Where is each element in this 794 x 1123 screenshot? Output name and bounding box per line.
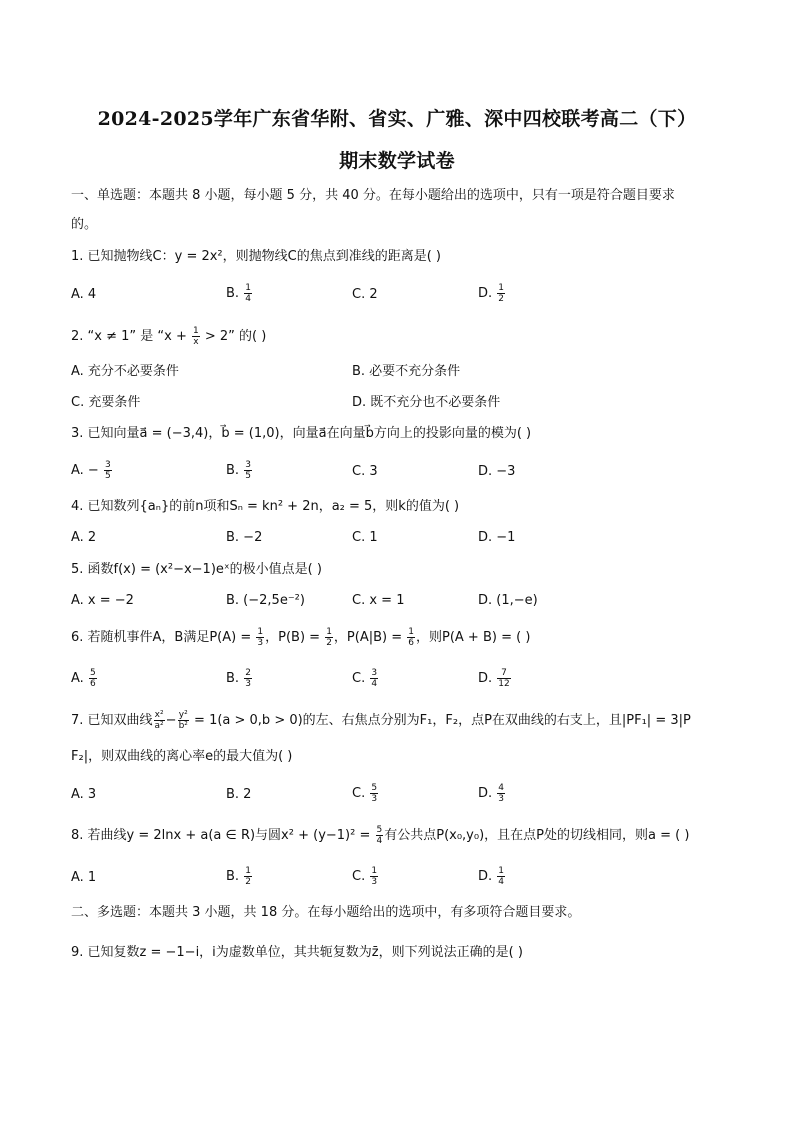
frac-num: 1 — [245, 866, 251, 876]
frac-num: 5 — [371, 783, 378, 793]
q6-stem-mid2: ，P(A|B) = — [333, 630, 407, 645]
q2-stem — [71, 326, 266, 347]
q6-stem-post: ，则P(A + B) = ( ) — [416, 630, 531, 645]
q6-stem-mid1: ，P(B) = — [265, 630, 325, 645]
q7-stem-pre: 7. 已知双曲线 — [71, 713, 153, 728]
q7-stem-cont: F₂|，则双曲线的离心率e的最大值为( ) — [71, 749, 293, 764]
q2-option-d: D. 既不充分也不必要条件 — [352, 395, 501, 410]
q1-option-b-frac — [244, 283, 252, 304]
q6-option-b-label: B. — [226, 671, 240, 686]
frac-den: 4 — [245, 294, 251, 304]
q6-option-a — [71, 668, 98, 689]
q2-stem-post: > 2” 的( ) — [200, 329, 267, 344]
frac-den: 6 — [408, 638, 414, 648]
q8-option-b-label: B. — [226, 869, 240, 884]
q9-stem: 9. 已知复数z = −1−i，i为虚数单位，其共轭复数为z̄，则下列说法正确的是( ) — [71, 945, 523, 960]
frac-num: 4 — [498, 783, 505, 793]
q7-option-c — [352, 783, 379, 804]
q1-option-d — [478, 283, 506, 304]
q7-stem — [71, 710, 691, 731]
frac-num: 1 — [245, 283, 251, 293]
q8-option-d-label: D. — [478, 869, 493, 884]
q5-option-b: B. (−2,5e⁻²) — [226, 593, 305, 608]
frac-num: 1 — [371, 866, 378, 876]
q8-option-a: A. 1 — [71, 870, 97, 885]
q7-option-d-frac — [497, 783, 505, 804]
q6-option-a-label: A. — [71, 671, 84, 686]
q7-option-d — [478, 783, 506, 804]
frac-num: 3 — [245, 460, 251, 470]
frac-den: 2 — [498, 294, 505, 304]
frac-num: 3 — [104, 460, 111, 470]
q1-option-d-label: D. — [478, 286, 493, 301]
q3-option-a-label: A. − — [71, 463, 99, 478]
q6-option-c-label: C. — [352, 671, 366, 686]
q2-option-c: C. 充要条件 — [71, 395, 141, 410]
q5-stem: 5. 函数f(x) = (x²−x−1)eˣ的极小值点是( ) — [71, 562, 322, 577]
q3-option-b-label: B. — [226, 463, 240, 478]
q4-option-c: C. 1 — [352, 530, 378, 545]
q7-option-c-frac — [370, 783, 378, 804]
frac-num: 2 — [245, 668, 251, 678]
frac-den: 4 — [371, 679, 378, 689]
q1-option-c: C. 2 — [352, 287, 378, 302]
frac-den: a² — [154, 721, 164, 731]
q7-frac-y — [178, 710, 189, 731]
q6-frac-pb — [325, 627, 333, 648]
q7-option-d-label: D. — [478, 786, 493, 801]
q8-option-d — [478, 866, 506, 887]
q2-stem-pre: 2. “x ≠ 1” 是 “x + — [71, 329, 191, 344]
q3-stem: 3. 已知向量a⃗ = (−3,4)，b⃗ = (1,0)，向量a⃗在向量b⃗方向上的投影向量的模为( ) — [71, 426, 532, 441]
frac-num: 1 — [498, 866, 505, 876]
frac-den: 5 — [104, 471, 111, 481]
q8-frac-r2 — [376, 825, 384, 846]
q6-option-a-frac — [89, 668, 97, 689]
q6-option-c-frac — [370, 668, 378, 689]
q6-stem-pre: 6. 若随机事件A，B满足P(A) = — [71, 630, 256, 645]
frac-num: 1 — [257, 627, 264, 637]
frac-den: b² — [178, 721, 188, 731]
q4-option-a: A. 2 — [71, 530, 97, 545]
q6-option-d-frac — [497, 668, 510, 689]
frac-num: 5 — [376, 825, 383, 835]
frac-den: 3 — [498, 794, 505, 804]
q8-stem — [71, 825, 689, 846]
section2-heading: 二、多选题：本题共 3 小题，共 18 分。在每小题给出的选项中，有多项符合题目要求。 — [71, 905, 581, 920]
q7-stem-post: = 1(a > 0,b > 0)的左、右焦点分别为F₁，F₂，点P在双曲线的右支上，且|PF₁| = 3|P — [189, 713, 691, 728]
q6-option-b-frac — [244, 668, 252, 689]
frac-num: 1 — [498, 283, 505, 293]
q8-option-c — [352, 866, 379, 887]
q7-option-c-label: C. — [352, 786, 366, 801]
q2-option-b: B. 必要不充分条件 — [352, 364, 461, 379]
frac-num: 1 — [408, 627, 414, 637]
q4-option-d: D. −1 — [478, 530, 516, 545]
frac-num: y² — [178, 710, 188, 720]
q5-option-c: C. x = 1 — [352, 593, 405, 608]
q1-option-b — [226, 283, 253, 304]
frac-den: x — [193, 337, 199, 347]
frac-den: 3 — [371, 794, 378, 804]
q8-option-c-label: C. — [352, 869, 366, 884]
frac-den: 5 — [245, 471, 251, 481]
frac-den: 4 — [376, 836, 383, 846]
frac-num: 7 — [497, 668, 510, 679]
q4-stem: 4. 已知数列{aₙ}的前n项和Sₙ = kn² + 2n，a₂ = 5，则k的值为( ) — [71, 499, 460, 514]
q6-option-b — [226, 668, 253, 689]
q8-option-b — [226, 866, 253, 887]
q8-stem-pre: 8. 若曲线y = 2lnx + a(a ∈ R)与圆x² + (y−1)² = — [71, 828, 375, 843]
q3-option-b — [226, 460, 253, 481]
frac-den: 6 — [89, 679, 96, 689]
q7-frac-x — [154, 710, 165, 731]
section1-heading-cont: 的。 — [71, 217, 98, 232]
q2-option-a: A. 充分不必要条件 — [71, 364, 179, 379]
q2-frac — [192, 326, 200, 347]
q8-stem-post: 有公共点P(x₀,y₀)，且在点P处的切线相同，则a = ( ) — [384, 828, 690, 843]
frac-den: 3 — [257, 638, 264, 648]
frac-den: 3 — [371, 877, 378, 887]
q6-option-d — [478, 668, 512, 689]
frac-num: 1 — [192, 326, 199, 336]
exam-title-line1: 2024-2025学年广东省华附、省实、广雅、深中四校联考高二（下） — [97, 108, 697, 130]
q6-frac-pa — [256, 627, 264, 648]
frac-num: 5 — [89, 668, 96, 678]
frac-den: 3 — [245, 679, 251, 689]
q8-option-b-frac — [244, 866, 252, 887]
q3-option-a — [71, 460, 113, 481]
frac-num: 1 — [326, 627, 332, 637]
q1-option-b-label: B. — [226, 286, 240, 301]
frac-den: 4 — [498, 877, 505, 887]
exam-title-line2: 期末数学试卷 — [339, 150, 455, 172]
q3-option-b-frac — [244, 460, 252, 481]
frac-den: 2 — [326, 638, 332, 648]
q3-option-d: D. −3 — [478, 464, 516, 479]
q7-option-b: B. 2 — [226, 787, 252, 802]
frac-num: x² — [154, 710, 164, 720]
q5-option-d: D. (1,−e) — [478, 593, 538, 608]
q8-option-c-frac — [370, 866, 378, 887]
q6-option-c — [352, 668, 379, 689]
frac-den: 12 — [498, 679, 510, 689]
q7-option-a: A. 3 — [71, 787, 97, 802]
section1-heading: 一、单选题：本题共 8 小题，每小题 5 分，共 40 分。在每小题给出的选项中，只有一项是符合题目要求 — [71, 188, 675, 203]
q7-minus: − — [165, 713, 177, 728]
q6-stem — [71, 627, 530, 648]
q1-option-d-frac — [497, 283, 505, 304]
q3-option-c: C. 3 — [352, 464, 378, 479]
q1-stem: 1. 已知抛物线C：y = 2x²，则抛物线C的焦点到准线的距离是( ) — [71, 249, 441, 264]
q3-option-a-frac — [104, 460, 112, 481]
q1-option-a: A. 4 — [71, 287, 97, 302]
q8-option-d-frac — [497, 866, 505, 887]
q6-frac-pab — [407, 627, 415, 648]
q6-option-d-label: D. — [478, 671, 493, 686]
frac-num: 3 — [371, 668, 378, 678]
q4-option-b: B. −2 — [226, 530, 263, 545]
frac-den: 2 — [245, 877, 251, 887]
q5-option-a: A. x = −2 — [71, 593, 134, 608]
